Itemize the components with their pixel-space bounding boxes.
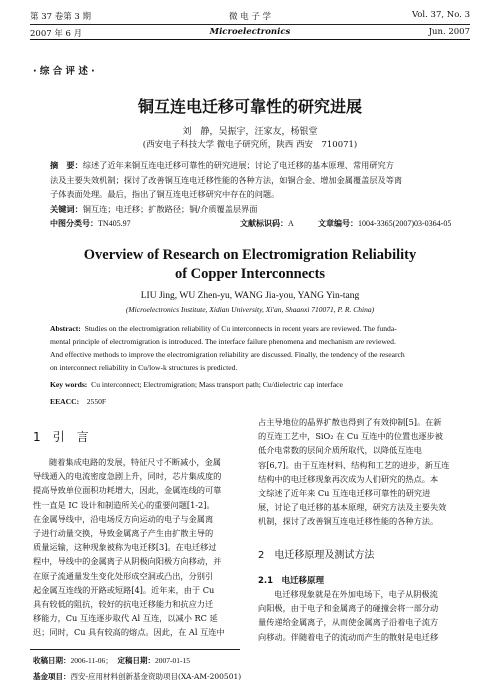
body-line: 质量运输，这种现象被称为电迁移[3]。在电迁移过 bbox=[33, 542, 217, 553]
body-line: 起金属互连线的开路或短路[4]。近年来，由于 Cu bbox=[33, 584, 215, 595]
article-number-value: 1004-3365(2007)03-0364-05 bbox=[358, 219, 452, 228]
article-number-label: 文章编号： bbox=[318, 218, 358, 228]
abstract-en-line: Studies on the electromigration reliability of Cu interconnects in recent years are reviewed. The funda- bbox=[84, 324, 397, 333]
body-line: 低介电常数的层间介质所取代，以降低互连电 bbox=[258, 445, 422, 456]
body-line: 移能力，Cu 互连逐步取代 Al 互连，以减小 RC 延 bbox=[33, 613, 218, 624]
body-line: 迟；同时，Cu 具有较高的熔点。因此，在 Al 互连中 bbox=[33, 627, 225, 638]
header-rule-thin bbox=[30, 24, 470, 25]
date-en: Jun. 2007 bbox=[428, 27, 470, 37]
fund-info bbox=[33, 671, 241, 682]
authors-cn: 刘 静，吴振宇，汪家友，杨银堂 bbox=[182, 127, 318, 137]
abstract-cn bbox=[50, 158, 455, 216]
body-line: 在金属导线中，沿电场反方向运动的电子与金属离 bbox=[33, 513, 214, 524]
clc-label: 中图分类号： bbox=[50, 218, 98, 228]
clc-block bbox=[50, 218, 131, 229]
body-line: 在原子流通量发生变化处形成空洞或凸出，分别引 bbox=[33, 570, 214, 581]
body-line: 向阳极，由于电子和金属离子的碰撞会将一部分动 bbox=[258, 603, 439, 614]
article-number-block bbox=[318, 218, 451, 229]
journal-issue: 第 37 卷第 3 期 bbox=[30, 12, 92, 22]
abstract-cn-line: 综述了近年来铜互连电迁移可靠性的研究进展；讨论了电迁移的基本原理、常用研究方 bbox=[82, 160, 394, 170]
abstract-en bbox=[50, 322, 460, 408]
revised-value: 2007-01-15 bbox=[155, 656, 190, 665]
body-line: 机制，探讨了改善铜互连电迁移性能的各种方法。 bbox=[258, 516, 439, 527]
subsection-2-1-body bbox=[258, 587, 470, 644]
body-line: 展，讨论了电迁移的基本原理，研究方法及主要失效 bbox=[258, 502, 447, 513]
subsection-2-1-heading: 2.1 电迁移原理 bbox=[258, 576, 325, 586]
eeacc-label: EEACC: bbox=[50, 397, 80, 406]
volume-issue-en: Vol. 37, No. 3 bbox=[411, 10, 470, 20]
abstract-en-line: mental principle of electromigration is introduced. The interface failure phenomena and mechanism are reviewed. bbox=[50, 337, 396, 346]
section-tag: · 综 合 评 述 · bbox=[33, 66, 95, 77]
body-line: 提高导致单位面积功耗增大，因此，金属连线的可靠 bbox=[33, 485, 222, 496]
abstract-en-line: And effective methods to improve the electromigration reliability are discussed. Finally, the tendency of the research bbox=[50, 350, 405, 359]
fund-label: 基金项目： bbox=[33, 672, 71, 681]
received-label: 收稿日期： bbox=[33, 656, 71, 665]
received-dates bbox=[33, 655, 190, 666]
affiliation-en: (Microelectronics Institute, Xidian University, Xi'an, Shaanxi 710071, P. R. China) bbox=[125, 305, 375, 314]
body-line: 文综述了近年来 Cu 互连电迁移可靠性的研究进 bbox=[258, 488, 431, 499]
abstract-cn-line: 法及主要失效机制；探讨了改善铜互连电迁移性能的各种方法，如铜合金、增加金属覆盖层及等离 bbox=[50, 174, 403, 185]
clc-value: TN405.97 bbox=[98, 219, 131, 228]
body-line: 性一直是 IC 设计和制造所关心的重要问题[1-2]。 bbox=[33, 499, 215, 510]
body-line: 结构中的电迁移现象再次成为人们研究的热点。本 bbox=[258, 473, 439, 484]
header-rule bbox=[30, 39, 470, 40]
abstract-cn-line: 子体表面处理。最后，指出了铜互连电迁移研究中存在的问题。 bbox=[50, 189, 280, 199]
journal-name-en: Microelectronics bbox=[209, 27, 291, 37]
body-line: 导线通入的电流密度急剧上升，同时，芯片集成度的 bbox=[33, 471, 222, 482]
body-line: 占主导地位的晶界扩散也得到了有效抑制[5]。在新 bbox=[258, 417, 442, 427]
paper-title-en bbox=[0, 246, 500, 284]
body-line: 量传递给金属离子，从而使金属离子沿着电子流方 bbox=[258, 617, 439, 628]
doc-code-label: 文献标识码： bbox=[240, 218, 288, 228]
abstract-cn-label: 摘 要： bbox=[50, 160, 83, 170]
eeacc-value: 2550F bbox=[86, 397, 107, 406]
body-line: 向移动。伴随着电子的流动而产生的散射是电迁移 bbox=[258, 631, 439, 642]
body-line: 随着集成电路的发展，特征尺寸不断减小，金属 bbox=[49, 457, 221, 467]
body-line: 的互连工艺中，SiO₂ 在 Cu 互连中的位置也逐步被 bbox=[258, 431, 443, 442]
section-2-heading: 2 电迁移原理及测试方法 bbox=[258, 550, 375, 561]
abstract-en-line: on interconnect reliability in Cu/low-k structures is predicted. bbox=[50, 363, 238, 372]
footnote-rule bbox=[30, 649, 240, 650]
section-1-body bbox=[33, 455, 248, 640]
keywords-en-label: Key words: bbox=[50, 380, 88, 389]
abstract-en-label: Abstract: bbox=[50, 324, 81, 333]
keywords-cn-label: 关键词： bbox=[50, 203, 83, 214]
body-line: 电迁移现象就是在外加电场下，电子从阴极流 bbox=[274, 589, 438, 599]
right-column-body bbox=[258, 415, 470, 529]
paper-title-en-line: of Copper Interconnects bbox=[174, 266, 326, 282]
section-1-heading: 1 引 言 bbox=[33, 430, 89, 444]
affiliation-cn: (西安电子科技大学 微电子研究所，陕西 西安 710071) bbox=[142, 140, 358, 150]
paper-title-cn: 铜互连电迁移可靠性的研究进展 bbox=[137, 97, 362, 116]
keywords-en: Cu interconnect; Electromigration; Mass transport path; Cu/dielectric cap interface bbox=[91, 380, 343, 389]
received-value: 2006-11-06； bbox=[70, 656, 113, 665]
body-line: 子进行动量交换，导致金属离子产生由扩散主导的 bbox=[33, 528, 214, 539]
fund-value: 西安-应用材料创新基金资助项目(XA-AM-200501) bbox=[70, 672, 242, 681]
revised-label: 定稿日期： bbox=[117, 656, 155, 665]
doc-code-value: A bbox=[288, 219, 294, 228]
journal-date: 2007 年 6 月 bbox=[30, 29, 83, 39]
body-line: 容[6,7]。由于互连材料、结构和工艺的进步，新互连 bbox=[258, 459, 450, 470]
paper-title-en-line: Overview of Research on Electromigration Reliability bbox=[83, 247, 417, 263]
body-line: 程中，导线中的金属离子从阴极向阳极方向移动，并 bbox=[33, 556, 222, 567]
journal-name-cn: 微 电 子 学 bbox=[228, 12, 272, 22]
doc-code-block bbox=[240, 218, 294, 229]
keywords-cn: 铜互连；电迁移；扩散路径；铜/介质覆盖层界面 bbox=[82, 203, 258, 214]
authors-en: LIU Jing, WU Zhen-yu, WANG Jia-you, YANG Yin-tang bbox=[140, 291, 360, 301]
body-line: 具有较低的阻抗，较好的抗电迁移能力和抗应力迁 bbox=[33, 599, 214, 610]
